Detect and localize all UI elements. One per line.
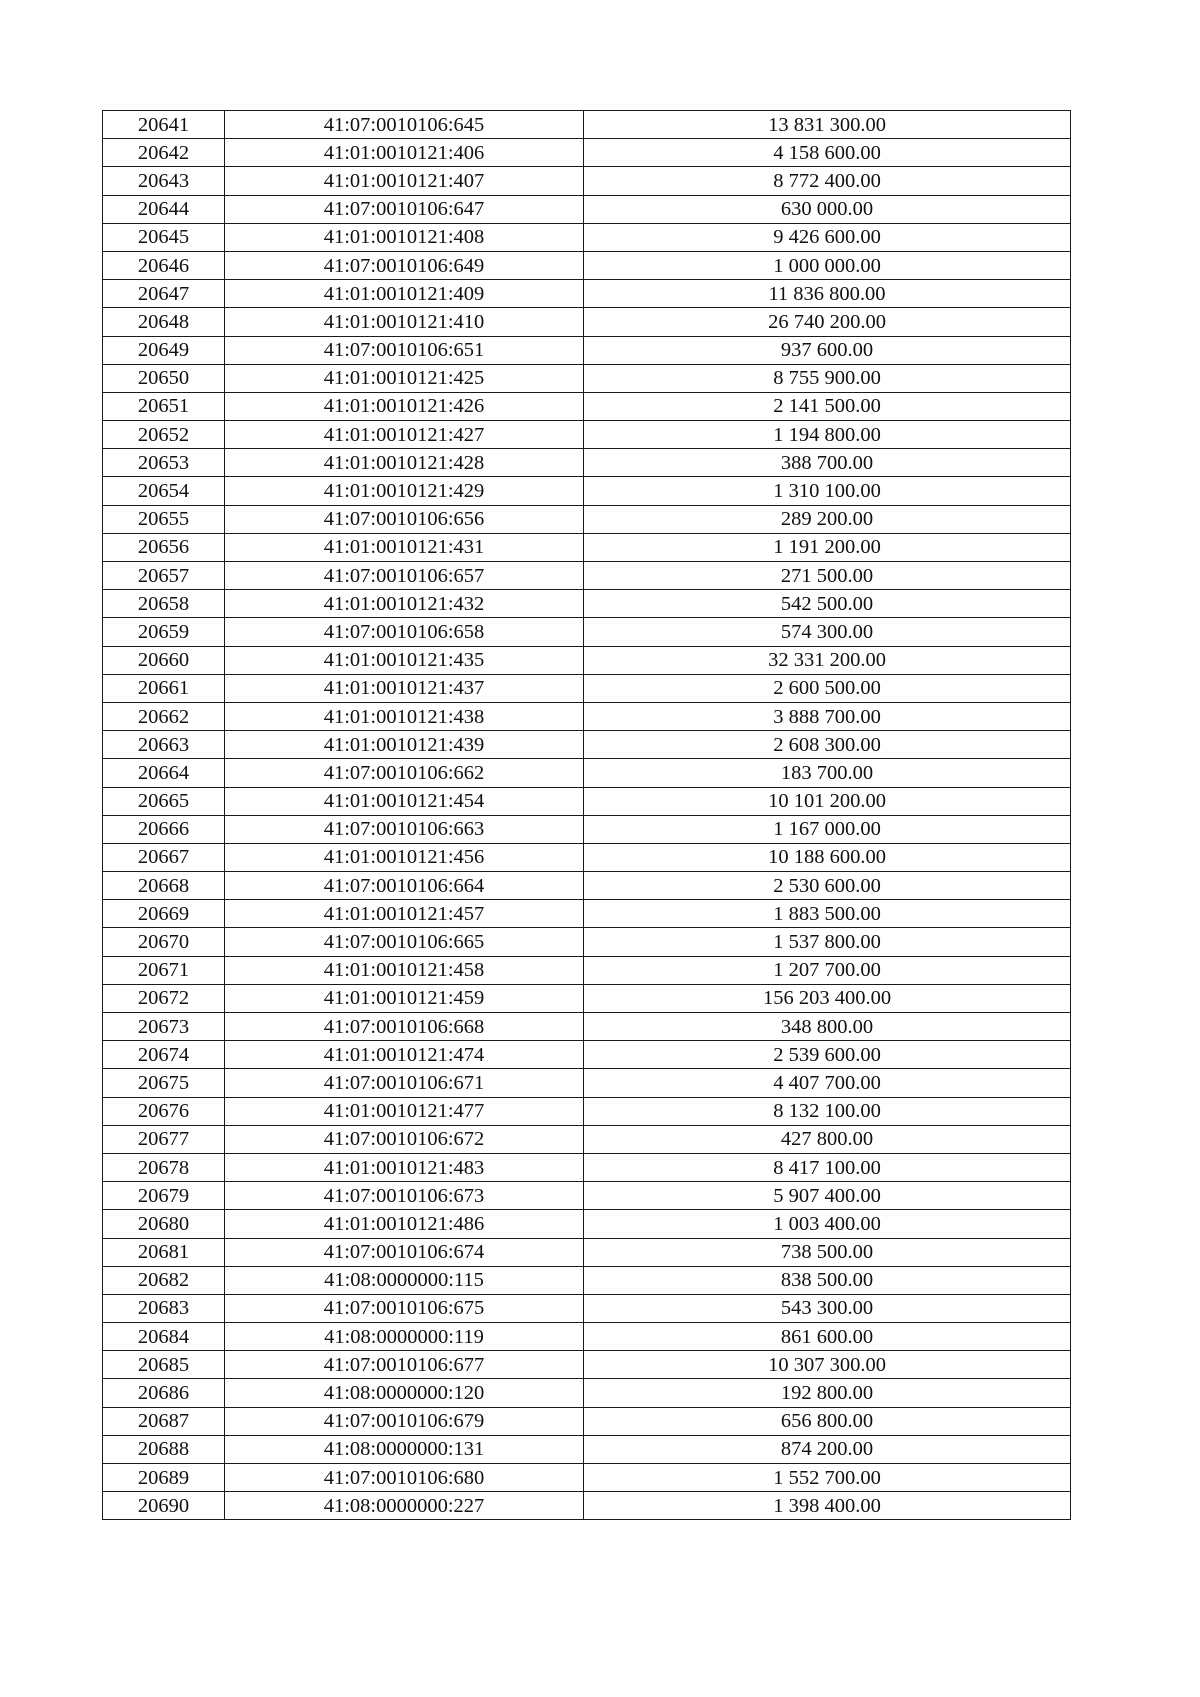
- row-number-cell: 20656: [103, 533, 225, 561]
- row-number-cell: 20685: [103, 1351, 225, 1379]
- row-number-cell: 20644: [103, 195, 225, 223]
- cadastral-number-cell: 41:07:0010106:674: [225, 1238, 584, 1266]
- cadastral-value-cell: 1 552 700.00: [584, 1464, 1071, 1492]
- row-number-cell: 20676: [103, 1097, 225, 1125]
- cadastral-number-cell: 41:01:0010121:456: [225, 843, 584, 871]
- cadastral-number-cell: 41:07:0010106:675: [225, 1294, 584, 1322]
- table-row: [103, 731, 1071, 759]
- table-row: [103, 533, 1071, 561]
- cadastral-value-cell: 10 101 200.00: [584, 787, 1071, 815]
- table-row: [103, 1041, 1071, 1069]
- row-number-cell: 20657: [103, 562, 225, 590]
- table-row: [103, 787, 1071, 815]
- cadastral-value-cell: 289 200.00: [584, 505, 1071, 533]
- table-row: [103, 1153, 1071, 1181]
- cadastral-number-cell: 41:01:0010121:438: [225, 702, 584, 730]
- row-number-cell: 20665: [103, 787, 225, 815]
- cadastral-number-cell: 41:07:0010106:664: [225, 872, 584, 900]
- row-number-cell: 20687: [103, 1407, 225, 1435]
- table-row: [103, 1238, 1071, 1266]
- row-number-cell: 20646: [103, 251, 225, 279]
- table-body: [103, 111, 1071, 1520]
- cadastral-value-cell: 271 500.00: [584, 562, 1071, 590]
- cadastral-value-cell: 32 331 200.00: [584, 646, 1071, 674]
- table-row: [103, 984, 1071, 1012]
- row-number-cell: 20672: [103, 984, 225, 1012]
- cadastral-number-cell: 41:07:0010106:649: [225, 251, 584, 279]
- table-row: [103, 167, 1071, 195]
- row-number-cell: 20684: [103, 1323, 225, 1351]
- table-row: [103, 1097, 1071, 1125]
- cadastral-number-cell: 41:07:0010106:656: [225, 505, 584, 533]
- table-row: [103, 1182, 1071, 1210]
- cadastral-value-table: [102, 110, 1071, 1520]
- cadastral-value-cell: 8 755 900.00: [584, 364, 1071, 392]
- table-row: [103, 1492, 1071, 1520]
- row-number-cell: 20683: [103, 1294, 225, 1322]
- cadastral-number-cell: 41:01:0010121:439: [225, 731, 584, 759]
- cadastral-number-cell: 41:01:0010121:426: [225, 392, 584, 420]
- row-number-cell: 20650: [103, 364, 225, 392]
- cadastral-value-cell: 1 000 000.00: [584, 251, 1071, 279]
- cadastral-number-cell: 41:07:0010106:665: [225, 928, 584, 956]
- cadastral-number-cell: 41:07:0010106:662: [225, 759, 584, 787]
- table-row: [103, 505, 1071, 533]
- row-number-cell: 20664: [103, 759, 225, 787]
- cadastral-number-cell: 41:01:0010121:437: [225, 674, 584, 702]
- cadastral-value-cell: 630 000.00: [584, 195, 1071, 223]
- cadastral-number-cell: 41:01:0010121:406: [225, 139, 584, 167]
- cadastral-number-cell: 41:01:0010121:459: [225, 984, 584, 1012]
- cadastral-number-cell: 41:01:0010121:408: [225, 223, 584, 251]
- cadastral-value-cell: 937 600.00: [584, 336, 1071, 364]
- table-row: [103, 1464, 1071, 1492]
- cadastral-value-cell: 10 307 300.00: [584, 1351, 1071, 1379]
- table-row: [103, 618, 1071, 646]
- cadastral-value-cell: 1 207 700.00: [584, 956, 1071, 984]
- cadastral-value-cell: 9 426 600.00: [584, 223, 1071, 251]
- cadastral-value-cell: 2 539 600.00: [584, 1041, 1071, 1069]
- table-row: [103, 843, 1071, 871]
- row-number-cell: 20671: [103, 956, 225, 984]
- table-row: [103, 139, 1071, 167]
- row-number-cell: 20668: [103, 872, 225, 900]
- row-number-cell: 20670: [103, 928, 225, 956]
- row-number-cell: 20669: [103, 900, 225, 928]
- row-number-cell: 20662: [103, 702, 225, 730]
- row-number-cell: 20651: [103, 392, 225, 420]
- cadastral-value-cell: 192 800.00: [584, 1379, 1071, 1407]
- cadastral-number-cell: 41:01:0010121:428: [225, 449, 584, 477]
- row-number-cell: 20682: [103, 1266, 225, 1294]
- cadastral-value-cell: 656 800.00: [584, 1407, 1071, 1435]
- table-row: [103, 646, 1071, 674]
- cadastral-value-cell: 5 907 400.00: [584, 1182, 1071, 1210]
- cadastral-number-cell: 41:07:0010106:658: [225, 618, 584, 646]
- row-number-cell: 20645: [103, 223, 225, 251]
- cadastral-value-cell: 13 831 300.00: [584, 111, 1071, 139]
- table-row: [103, 759, 1071, 787]
- cadastral-number-cell: 41:01:0010121:407: [225, 167, 584, 195]
- cadastral-number-cell: 41:01:0010121:483: [225, 1153, 584, 1181]
- cadastral-value-cell: 183 700.00: [584, 759, 1071, 787]
- row-number-cell: 20655: [103, 505, 225, 533]
- row-number-cell: 20647: [103, 280, 225, 308]
- cadastral-number-cell: 41:07:0010106:645: [225, 111, 584, 139]
- cadastral-value-cell: 1 310 100.00: [584, 477, 1071, 505]
- row-number-cell: 20679: [103, 1182, 225, 1210]
- cadastral-value-cell: 838 500.00: [584, 1266, 1071, 1294]
- cadastral-value-cell: 388 700.00: [584, 449, 1071, 477]
- cadastral-value-cell: 2 600 500.00: [584, 674, 1071, 702]
- row-number-cell: 20666: [103, 815, 225, 843]
- table-row: [103, 449, 1071, 477]
- table-row: [103, 1210, 1071, 1238]
- cadastral-number-cell: 41:07:0010106:679: [225, 1407, 584, 1435]
- row-number-cell: 20641: [103, 111, 225, 139]
- table-row: [103, 308, 1071, 336]
- cadastral-value-cell: 4 158 600.00: [584, 139, 1071, 167]
- cadastral-number-cell: 41:01:0010121:457: [225, 900, 584, 928]
- row-number-cell: 20667: [103, 843, 225, 871]
- row-number-cell: 20674: [103, 1041, 225, 1069]
- cadastral-value-cell: 3 888 700.00: [584, 702, 1071, 730]
- cadastral-value-cell: 156 203 400.00: [584, 984, 1071, 1012]
- row-number-cell: 20661: [103, 674, 225, 702]
- row-number-cell: 20660: [103, 646, 225, 674]
- table-row: [103, 1435, 1071, 1463]
- row-number-cell: 20675: [103, 1069, 225, 1097]
- row-number-cell: 20649: [103, 336, 225, 364]
- cadastral-number-cell: 41:08:0000000:119: [225, 1323, 584, 1351]
- row-number-cell: 20677: [103, 1125, 225, 1153]
- cadastral-value-cell: 861 600.00: [584, 1323, 1071, 1351]
- row-number-cell: 20642: [103, 139, 225, 167]
- table-row: [103, 590, 1071, 618]
- cadastral-value-cell: 11 836 800.00: [584, 280, 1071, 308]
- table-row: [103, 815, 1071, 843]
- table-row: [103, 1407, 1071, 1435]
- table-row: [103, 1266, 1071, 1294]
- table-row: [103, 392, 1071, 420]
- cadastral-number-cell: 41:07:0010106:672: [225, 1125, 584, 1153]
- table-row: [103, 1379, 1071, 1407]
- cadastral-number-cell: 41:08:0000000:115: [225, 1266, 584, 1294]
- cadastral-value-cell: 2 608 300.00: [584, 731, 1071, 759]
- table-row: [103, 1294, 1071, 1322]
- cadastral-number-cell: 41:01:0010121:409: [225, 280, 584, 308]
- cadastral-number-cell: 41:07:0010106:680: [225, 1464, 584, 1492]
- cadastral-value-cell: 1 167 000.00: [584, 815, 1071, 843]
- cadastral-number-cell: 41:07:0010106:671: [225, 1069, 584, 1097]
- cadastral-number-cell: 41:07:0010106:651: [225, 336, 584, 364]
- cadastral-value-cell: 1 398 400.00: [584, 1492, 1071, 1520]
- cadastral-number-cell: 41:07:0010106:663: [225, 815, 584, 843]
- cadastral-number-cell: 41:01:0010121:431: [225, 533, 584, 561]
- cadastral-value-cell: 10 188 600.00: [584, 843, 1071, 871]
- cadastral-number-cell: 41:07:0010106:673: [225, 1182, 584, 1210]
- cadastral-number-cell: 41:01:0010121:410: [225, 308, 584, 336]
- row-number-cell: 20688: [103, 1435, 225, 1463]
- table-row: [103, 477, 1071, 505]
- cadastral-value-cell: 8 417 100.00: [584, 1153, 1071, 1181]
- row-number-cell: 20680: [103, 1210, 225, 1238]
- cadastral-number-cell: 41:01:0010121:458: [225, 956, 584, 984]
- row-number-cell: 20678: [103, 1153, 225, 1181]
- cadastral-value-cell: 348 800.00: [584, 1013, 1071, 1041]
- table-row: [103, 1323, 1071, 1351]
- cadastral-value-cell: 1 537 800.00: [584, 928, 1071, 956]
- cadastral-number-cell: 41:01:0010121:454: [225, 787, 584, 815]
- cadastral-number-cell: 41:01:0010121:477: [225, 1097, 584, 1125]
- table-row: [103, 280, 1071, 308]
- row-number-cell: 20648: [103, 308, 225, 336]
- cadastral-number-cell: 41:08:0000000:120: [225, 1379, 584, 1407]
- table-row: [103, 223, 1071, 251]
- cadastral-value-cell: 26 740 200.00: [584, 308, 1071, 336]
- cadastral-number-cell: 41:01:0010121:432: [225, 590, 584, 618]
- table-row: [103, 195, 1071, 223]
- cadastral-value-cell: 427 800.00: [584, 1125, 1071, 1153]
- row-number-cell: 20690: [103, 1492, 225, 1520]
- row-number-cell: 20673: [103, 1013, 225, 1041]
- row-number-cell: 20652: [103, 421, 225, 449]
- cadastral-number-cell: 41:08:0000000:131: [225, 1435, 584, 1463]
- table-row: [103, 674, 1071, 702]
- table-row: [103, 364, 1071, 392]
- cadastral-value-cell: 574 300.00: [584, 618, 1071, 646]
- cadastral-number-cell: 41:07:0010106:647: [225, 195, 584, 223]
- cadastral-number-cell: 41:01:0010121:427: [225, 421, 584, 449]
- row-number-cell: 20689: [103, 1464, 225, 1492]
- table-row: [103, 900, 1071, 928]
- cadastral-value-cell: 1 194 800.00: [584, 421, 1071, 449]
- cadastral-number-cell: 41:07:0010106:668: [225, 1013, 584, 1041]
- cadastral-number-cell: 41:01:0010121:429: [225, 477, 584, 505]
- cadastral-number-cell: 41:01:0010121:435: [225, 646, 584, 674]
- row-number-cell: 20653: [103, 449, 225, 477]
- table-row: [103, 872, 1071, 900]
- cadastral-number-cell: 41:08:0000000:227: [225, 1492, 584, 1520]
- row-number-cell: 20654: [103, 477, 225, 505]
- row-number-cell: 20686: [103, 1379, 225, 1407]
- cadastral-value-cell: 4 407 700.00: [584, 1069, 1071, 1097]
- cadastral-value-cell: 1 883 500.00: [584, 900, 1071, 928]
- cadastral-value-cell: 8 132 100.00: [584, 1097, 1071, 1125]
- row-number-cell: 20681: [103, 1238, 225, 1266]
- table-row: [103, 562, 1071, 590]
- cadastral-number-cell: 41:01:0010121:486: [225, 1210, 584, 1238]
- cadastral-value-cell: 874 200.00: [584, 1435, 1071, 1463]
- table-row: [103, 1125, 1071, 1153]
- table-row: [103, 1013, 1071, 1041]
- table-row: [103, 111, 1071, 139]
- table-row: [103, 251, 1071, 279]
- cadastral-number-cell: 41:07:0010106:657: [225, 562, 584, 590]
- table-row: [103, 336, 1071, 364]
- cadastral-value-cell: 542 500.00: [584, 590, 1071, 618]
- table-row: [103, 928, 1071, 956]
- cadastral-value-cell: 738 500.00: [584, 1238, 1071, 1266]
- cadastral-value-cell: 1 003 400.00: [584, 1210, 1071, 1238]
- row-number-cell: 20659: [103, 618, 225, 646]
- row-number-cell: 20658: [103, 590, 225, 618]
- cadastral-value-cell: 2 141 500.00: [584, 392, 1071, 420]
- table-row: [103, 702, 1071, 730]
- cadastral-number-cell: 41:01:0010121:474: [225, 1041, 584, 1069]
- row-number-cell: 20643: [103, 167, 225, 195]
- table-row: [103, 1069, 1071, 1097]
- cadastral-number-cell: 41:07:0010106:677: [225, 1351, 584, 1379]
- cadastral-value-cell: 543 300.00: [584, 1294, 1071, 1322]
- table-row: [103, 421, 1071, 449]
- row-number-cell: 20663: [103, 731, 225, 759]
- cadastral-number-cell: 41:01:0010121:425: [225, 364, 584, 392]
- table-row: [103, 1351, 1071, 1379]
- cadastral-value-cell: 8 772 400.00: [584, 167, 1071, 195]
- cadastral-value-cell: 1 191 200.00: [584, 533, 1071, 561]
- table-row: [103, 956, 1071, 984]
- cadastral-value-cell: 2 530 600.00: [584, 872, 1071, 900]
